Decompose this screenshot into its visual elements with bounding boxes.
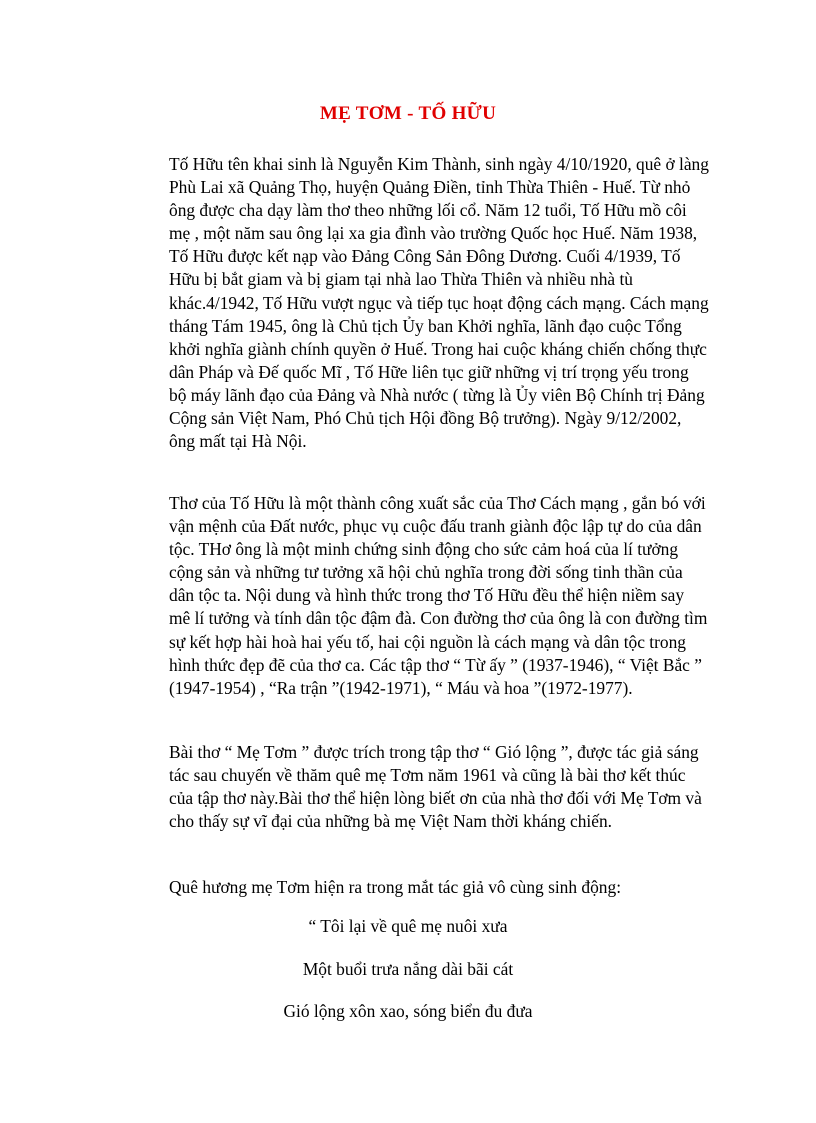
poem-introduction-paragraph: Bài thơ “ Mẹ Tơm ” được trích trong tập thơ “ Gió lộng ”, được tác giả sáng tác sau chuyến về thăm quê mẹ Tơm năm 1961 và cũng là bài thơ kết thúc của tập thơ này.Bài thơ thể hiện lòng biết ơn của nhà thơ đối với Mẹ Tơm và cho thấy sự vĩ đại của những bà mẹ Việt Nam thời kháng chiến. (169, 742, 702, 832)
poem-verse-line: “ Tôi lại về quê mẹ nuôi xưa (308, 916, 508, 936)
biography-paragraph: Tố Hữu tên khai sinh là Nguyễn Kim Thành, sinh ngày 4/10/1920, quê ở làng Phù Lai xã Quảng Thọ, huyện Quảng Điền, tỉnh Thừa Thiên - Huế. Từ nhỏ ông được cha dạy làm thơ theo những lối cổ. Năm 12 tuổi, Tố Hữu mồ côi mẹ , một năm sau ông lại xa gia đình vào trường Quốc học Huế. Năm 1938, Tố Hữu được kết nạp vào Đảng Công Sản Đông Dương. Cuối 4/1939, Tố Hữu bị bắt giam và bị giam tại nhà lao Thừa Thiên và nhiều nhà tù khác.4/1942, Tố Hữu vượt ngục và tiếp tục hoạt động cách mạng. Cách mạng tháng Tám 1945, ông là Chủ tịch Ủy ban Khởi nghĩa, lãnh đạo cuộc Tổng khởi nghĩa giành chính quyền ở Huế. Trong hai cuộc kháng chiến chống thực dân Pháp và Đế quốc Mĩ , Tố Hữe liên tục giữ những vị trí trọng yếu trong bộ máy lãnh đạo của Đảng và Nhà nước ( từng là Ủy viên Bộ Chính trị Đảng Cộng sản Việt Nam, Phó Chủ tịch Hội đồng Bộ trưởng). Ngày 9/12/2002, ông mất tại Hà Nội. (169, 154, 709, 452)
hometown-intro-paragraph: Quê hương mẹ Tơm hiện ra trong mắt tác giả vô cùng sinh động: (169, 877, 622, 897)
poetry-career-paragraph: Thơ của Tố Hữu là một thành công xuất sắc của Thơ Cách mạng , gắn bó với vận mệnh của Đất nước, phục vụ cuộc đấu tranh giành độc lập tự do của dân tộc. THơ ông là một minh chứng sinh động cho sức cảm hoá của lí tưởng cộng sản và những tư tưởng xã hội chủ nghĩa trong đời sống tinh thần của dân tộc ta. Nội dung và hình thức trong thơ Tố Hữu đều thể hiện niềm say mê lí tưởng và tính dân tộc đậm đà. Con đường thơ của ông là con đường tìm sự kết hợp hài hoà hai yếu tố, hai cội nguồn là cách mạng và dân tộc trong hình thức đẹp đẽ của thơ ca. Các tập thơ “ Từ ấy ” (1937-1946), “ Việt Bắc ” (1947-1954) , “Ra trận ”(1942-1971), “ Máu và hoa ”(1972-1977). (169, 493, 708, 698)
poem-verse-line: Gió lộng xôn xao, sóng biển đu đưa (283, 1001, 533, 1021)
page-title: MẸ TƠM - TỐ HỮU (319, 103, 497, 124)
poem-verse-line: Một buổi trưa nắng dài bãi cát (302, 959, 514, 979)
